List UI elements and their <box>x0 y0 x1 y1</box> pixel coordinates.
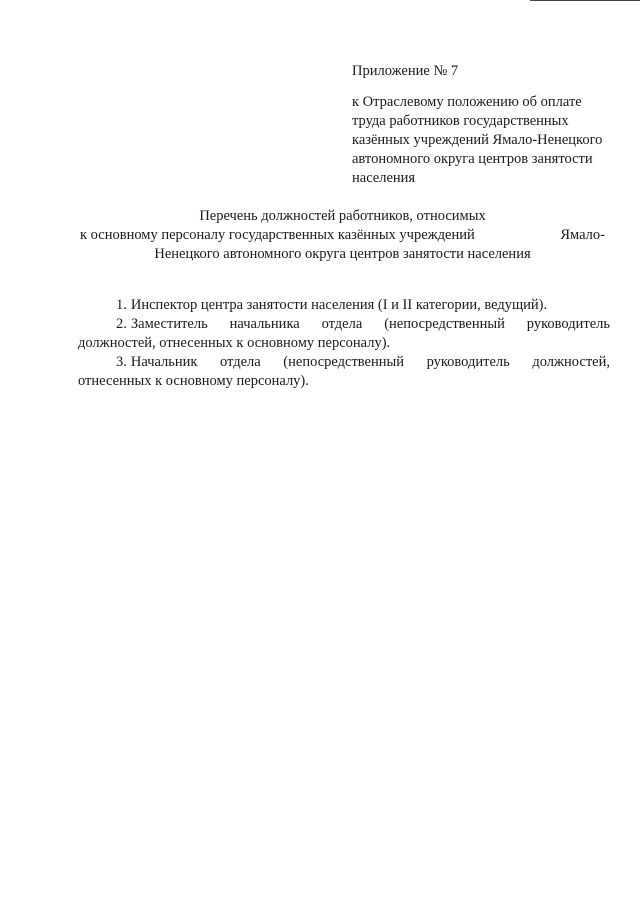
list-item-text: Инспектор центра занятости населения (I и II категории, ведущий). <box>130 297 548 313</box>
positions-list <box>78 296 610 391</box>
appendix-reference: к Отраслевому положению об оплате труда работников государственных казённых учреждений Ямало-Ненецкого автономного округа центров занятости населения <box>352 94 603 186</box>
heading-line-1: Перечень должностей работников, относимых <box>199 208 486 224</box>
list-item-text: Начальник отдела (непосредственный руководитель должностей, отнесенных к основному персоналу). <box>78 354 610 389</box>
document-heading <box>70 207 615 264</box>
heading-line-2-right: Ямало- <box>560 227 605 243</box>
list-item <box>78 296 610 315</box>
heading-line-2-left: к основному персоналу государственных казённых учреждений <box>80 227 475 243</box>
heading-line-3: Ненецкого автономного округа центров занятости населения <box>154 246 531 262</box>
heading-line-2 <box>70 226 615 245</box>
list-item-number: 3. <box>116 354 127 370</box>
list-item <box>78 353 610 391</box>
appendix-title: Приложение № 7 <box>352 63 459 79</box>
appendix-block <box>352 62 614 188</box>
list-item <box>78 315 610 353</box>
list-item-text: Заместитель начальника отдела (непосредственный руководитель должностей, отнесенных к основному персоналу). <box>78 316 610 351</box>
list-item-number: 2. <box>116 316 127 332</box>
scan-edge-mark <box>530 0 640 1</box>
list-item-number: 1. <box>116 297 127 313</box>
